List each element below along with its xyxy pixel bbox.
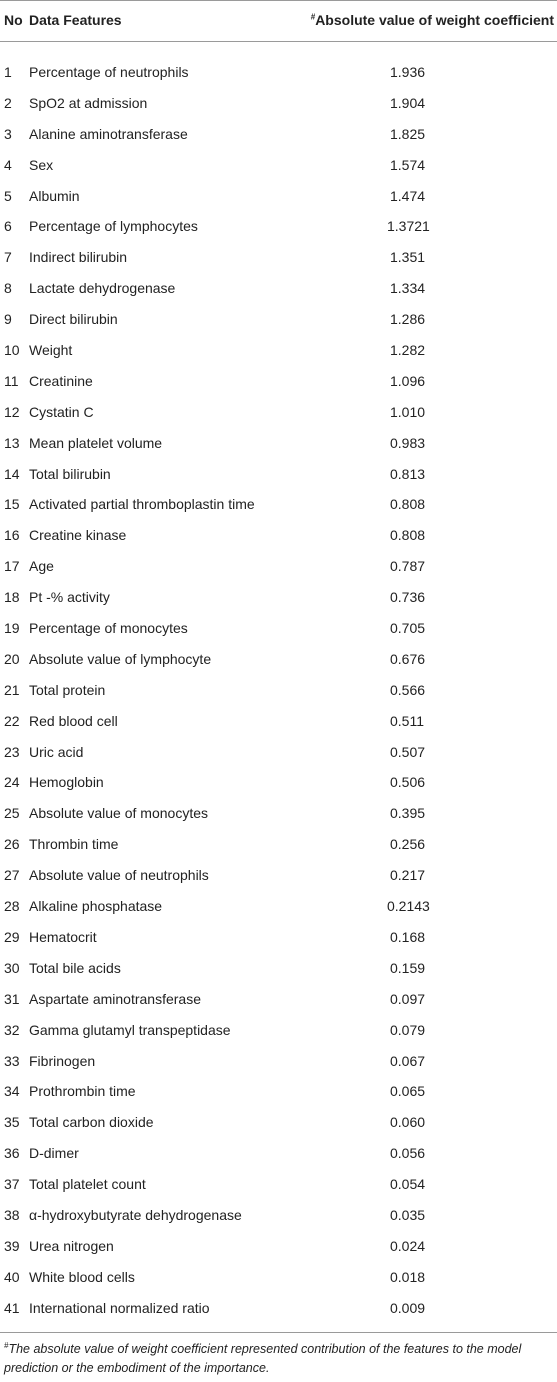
row-feature: Percentage of lymphocytes — [29, 218, 198, 235]
table-row — [0, 88, 557, 119]
row-feature: Cystatin C — [29, 403, 94, 420]
row-number: 41 — [4, 1299, 20, 1316]
table-row — [0, 644, 557, 675]
row-feature: Uric acid — [29, 743, 84, 760]
row-number: 9 — [4, 311, 12, 328]
table-row — [0, 242, 557, 273]
row-feature: Alanine aminotransferase — [29, 125, 188, 142]
row-number: 10 — [4, 342, 20, 359]
row-number: 32 — [4, 1021, 20, 1038]
table-row — [0, 1107, 557, 1138]
row-number: 35 — [4, 1114, 20, 1131]
table-row — [0, 1293, 557, 1324]
row-number: 8 — [4, 280, 12, 297]
row-feature: Creatinine — [29, 372, 93, 389]
row-number: 4 — [4, 156, 12, 173]
row-feature: International normalized ratio — [29, 1299, 210, 1316]
row-number: 14 — [4, 465, 20, 482]
row-number: 28 — [4, 898, 20, 915]
row-number: 39 — [4, 1237, 20, 1254]
table-row — [0, 582, 557, 613]
row-number: 25 — [4, 805, 20, 822]
row-feature: Absolute value of neutrophils — [29, 867, 209, 884]
row-feature: Indirect bilirubin — [29, 249, 128, 266]
table-row — [0, 304, 557, 335]
row-feature: D-dimer — [29, 1145, 79, 1162]
table-row — [0, 397, 557, 428]
header-weight-coefficient — [311, 0, 554, 41]
row-number: 19 — [4, 620, 20, 637]
row-weight-value: 0.079 — [390, 1021, 426, 1038]
table-row — [0, 211, 557, 242]
table-row — [0, 922, 557, 953]
row-feature: Thrombin time — [29, 836, 119, 853]
row-weight-value: 0.813 — [390, 465, 426, 482]
table-row — [0, 489, 557, 520]
row-weight-value: 1.904 — [390, 94, 426, 111]
row-weight-value: 1.010 — [390, 403, 426, 420]
row-weight-value: 1.351 — [390, 249, 426, 266]
header-weight-coefficient-label: Absolute value of weight coefficient — [315, 12, 554, 28]
row-weight-value: 1.574 — [390, 156, 426, 173]
row-feature: Total platelet count — [29, 1176, 146, 1193]
row-number: 17 — [4, 558, 20, 575]
row-weight-value: 1.474 — [390, 187, 426, 204]
table-row — [0, 366, 557, 397]
row-weight-value: 0.168 — [390, 928, 426, 945]
table-body — [0, 57, 557, 1324]
row-feature: Absolute value of lymphocyte — [29, 650, 212, 667]
table-row — [0, 551, 557, 582]
row-number: 20 — [4, 650, 20, 667]
row-feature: Absolute value of monocytes — [29, 805, 208, 822]
table-row — [0, 737, 557, 768]
row-weight-value: 1.286 — [390, 311, 426, 328]
row-feature: Creatine kinase — [29, 527, 127, 544]
header-no: No — [4, 12, 23, 28]
row-number: 12 — [4, 403, 20, 420]
row-feature: Albumin — [29, 187, 80, 204]
row-weight-value: 0.065 — [390, 1083, 426, 1100]
row-weight-value: 0.009 — [390, 1299, 426, 1316]
table-row — [0, 613, 557, 644]
row-feature: Activated partial thromboplastin time — [29, 496, 255, 513]
table-row — [0, 1200, 557, 1231]
row-feature: Hemoglobin — [29, 774, 104, 791]
row-feature: Gamma glutamyl transpeptidase — [29, 1021, 231, 1038]
row-feature: Total protein — [29, 681, 106, 698]
row-weight-value: 0.395 — [390, 805, 426, 822]
row-number: 11 — [4, 372, 19, 389]
row-feature: Urea nitrogen — [29, 1237, 114, 1254]
row-feature: Total carbon dioxide — [29, 1114, 154, 1131]
row-number: 30 — [4, 959, 20, 976]
row-weight-value: 0.808 — [390, 527, 426, 544]
row-weight-value: 1.096 — [390, 372, 426, 389]
row-weight-value: 0.787 — [390, 558, 426, 575]
row-feature: Red blood cell — [29, 712, 118, 729]
row-feature: Direct bilirubin — [29, 311, 118, 328]
row-feature: Lactate dehydrogenase — [29, 280, 176, 297]
row-weight-value: 0.159 — [390, 959, 426, 976]
table-row — [0, 459, 557, 490]
row-number: 24 — [4, 774, 20, 791]
table-row — [0, 1138, 557, 1169]
row-weight-value: 1.334 — [390, 280, 426, 297]
row-number: 31 — [4, 990, 20, 1007]
row-weight-value: 0.056 — [390, 1145, 426, 1162]
row-number: 6 — [4, 218, 12, 235]
row-weight-value: 0.018 — [390, 1268, 426, 1285]
row-weight-value: 0.705 — [390, 620, 426, 637]
header-bottom-rule — [0, 41, 557, 42]
row-number: 7 — [4, 249, 12, 266]
table-row — [0, 829, 557, 860]
row-weight-value: 0.511 — [390, 712, 424, 729]
row-weight-value: 1.282 — [390, 342, 426, 359]
row-number: 2 — [4, 94, 12, 111]
row-feature: Hematocrit — [29, 928, 97, 945]
table-row — [0, 428, 557, 459]
table-row — [0, 181, 557, 212]
table-row — [0, 119, 557, 150]
row-feature: Pt -% activity — [29, 589, 110, 606]
row-weight-value: 0.506 — [390, 774, 426, 791]
footnote-marker: # — [4, 1340, 9, 1350]
row-weight-value: 1.825 — [390, 125, 426, 142]
row-weight-value: 0.217 — [390, 867, 426, 884]
row-number: 29 — [4, 928, 20, 945]
header-data-features: Data Features — [29, 12, 122, 28]
table-header — [0, 0, 557, 41]
table-row — [0, 520, 557, 551]
row-number: 16 — [4, 527, 20, 544]
table-row — [0, 1169, 557, 1200]
row-weight-value: 0.060 — [390, 1114, 426, 1131]
row-weight-value: 0.983 — [390, 434, 426, 451]
row-feature: White blood cells — [29, 1268, 135, 1285]
row-feature: Mean platelet volume — [29, 434, 163, 451]
table-row — [0, 675, 557, 706]
table-footnote — [4, 1340, 554, 1378]
row-number: 38 — [4, 1206, 20, 1223]
footnote-text: The absolute value of weight coefficient represented contribution of the features to the model prediction or the embodiment of the importance. — [4, 1342, 522, 1375]
row-feature: Sex — [29, 156, 54, 173]
row-feature: Fibrinogen — [29, 1052, 96, 1069]
table-row — [0, 335, 557, 366]
row-number: 36 — [4, 1145, 20, 1162]
row-weight-value: 0.736 — [390, 589, 426, 606]
table-row — [0, 1046, 557, 1077]
table-row — [0, 984, 557, 1015]
row-number: 22 — [4, 712, 20, 729]
row-number: 13 — [4, 434, 20, 451]
row-feature: Weight — [29, 342, 73, 359]
row-number: 1 — [4, 64, 12, 80]
table-row — [0, 1231, 557, 1262]
row-weight-value: 1.3721 — [387, 218, 430, 235]
row-weight-value: 0.024 — [390, 1237, 426, 1254]
row-feature: Total bile acids — [29, 959, 121, 976]
row-weight-value: 0.054 — [390, 1176, 426, 1193]
table-row — [0, 953, 557, 984]
row-weight-value: 0.507 — [390, 743, 426, 760]
table-row — [0, 1076, 557, 1107]
row-feature: Prothrombin time — [29, 1083, 136, 1100]
row-number: 3 — [4, 125, 12, 142]
row-number: 27 — [4, 867, 20, 884]
row-weight-value: 1.936 — [390, 64, 426, 80]
table-row — [0, 891, 557, 922]
row-weight-value: 0.2143 — [387, 898, 430, 915]
row-number: 21 — [4, 681, 20, 698]
header-footnote-marker: # — [310, 12, 316, 22]
row-feature: Percentage of monocytes — [29, 620, 188, 637]
row-feature: α-hydroxybutyrate dehydrogenase — [29, 1206, 242, 1223]
row-number: 33 — [4, 1052, 20, 1069]
row-number: 5 — [4, 187, 12, 204]
table-row — [0, 1262, 557, 1293]
row-weight-value: 0.566 — [390, 681, 426, 698]
row-number: 40 — [4, 1268, 20, 1285]
table-row — [0, 57, 557, 88]
row-number: 34 — [4, 1083, 20, 1100]
row-weight-value: 0.035 — [390, 1206, 426, 1223]
table-row — [0, 860, 557, 891]
table-row — [0, 273, 557, 304]
row-number: 23 — [4, 743, 20, 760]
row-feature: Aspartate aminotransferase — [29, 990, 201, 1007]
row-weight-value: 0.097 — [390, 990, 426, 1007]
table-row — [0, 706, 557, 737]
row-feature: Percentage of neutrophils — [29, 64, 189, 80]
row-weight-value: 0.676 — [390, 650, 426, 667]
table-row — [0, 767, 557, 798]
row-feature: SpO2 at admission — [29, 94, 148, 111]
table-bottom-rule — [0, 1332, 557, 1333]
row-number: 26 — [4, 836, 20, 853]
table-row — [0, 798, 557, 829]
row-weight-value: 0.256 — [390, 836, 426, 853]
row-number: 15 — [4, 496, 20, 513]
row-feature: Age — [29, 558, 54, 575]
row-feature: Total bilirubin — [29, 465, 111, 482]
row-weight-value: 0.808 — [390, 496, 426, 513]
table-row — [0, 150, 557, 181]
row-number: 18 — [4, 589, 20, 606]
table-row — [0, 1015, 557, 1046]
row-feature: Alkaline phosphatase — [29, 898, 163, 915]
row-weight-value: 0.067 — [390, 1052, 426, 1069]
row-number: 37 — [4, 1176, 20, 1193]
